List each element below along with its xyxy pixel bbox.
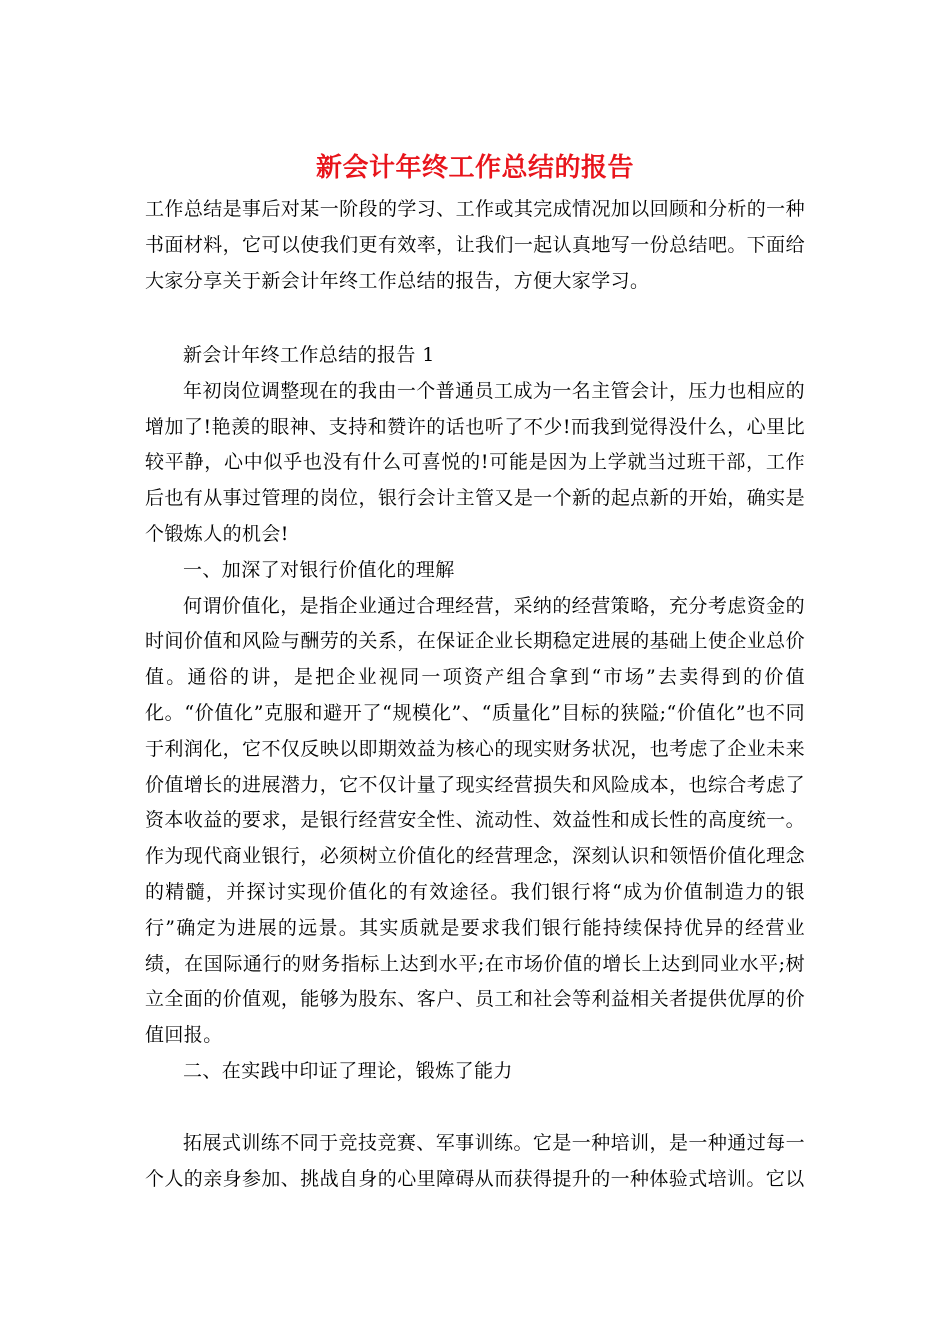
intro-paragraph: 工作总结是事后对某一阶段的学习、工作或其完成情况加以回顾和分析的一种书面材料，它可以使我们更有效率，让我们一起认真地写一份总结吧。下面给大家分享关于新会计年终工作总结的报告，方便大家学习。	[145, 198, 805, 292]
section-heading-2: 二、在实践中印证了理论，锻炼了能力	[183, 1059, 513, 1082]
report-section	[145, 338, 805, 1197]
document-title: 新会计年终工作总结的报告	[315, 153, 634, 183]
body-paragraph-3: 拓展式训练不同于竞技竞赛、军事训练。它是一种培训，是一种通过每一个人的亲身参加、挑战自身的心里障碍从而获得提升的一种体验式培训。它以	[145, 1131, 805, 1190]
paragraph-gap	[145, 1090, 805, 1126]
body-paragraph-1: 年初岗位调整现在的我由一个普通员工成为一名主管会计，压力也相应的增加了!艳羡的眼神、支持和赞许的话也听了不少!而我到觉得没什么，心里比较平静，心中似乎也没有什么可喜悦的!可能是因为上学就当过班干部，工作后也有从事过管理的岗位，银行会计主管又是一个新的起点新的开始，确实是个锻炼人的机会!	[145, 379, 805, 545]
section-heading-1: 一、加深了对银行价值化的理解	[183, 558, 455, 581]
intro-block	[145, 192, 805, 299]
body-paragraph-2: 何谓价值化，是指企业通过合理经营，采纳的经营策略，充分考虑资金的时间价值和风险与酬劳的关系，在保证企业长期稳定进展的基础上使企业总价值。通俗的讲，是把企业视同一项资产组合拿到“市场”去卖得到的价值化。“价值化”克服和避开了“规模化”、“质量化”目标的狭隘;“价值化”也不同于利润化，它不仅反映以即期效益为核心的现实财务状况，也考虑了企业未来价值增长的进展潜力，它不仅计量了现实经营损失和风险成本，也综合考虑了资本收益的要求，是银行经营安全性、流动性、效益性和成长性的高度统一。作为现代商业银行，必须树立价值化的经营理念，深刻认识和领悟价值化理念的精髓，并探讨实现价值化的有效途径。我们银行将“成为价值制造力的银行”确定为进展的远景。其实质就是要求我们银行能持续保持优异的经营业绩，在国际通行的财务指标上达到水平;在市场价值的增长上达到同业水平;树立全面的价值观，能够为股东、客户、员工和社会等利益相关者提供优厚的价值回报。	[145, 594, 805, 1047]
report-heading: 新会计年终工作总结的报告 1	[183, 344, 435, 366]
